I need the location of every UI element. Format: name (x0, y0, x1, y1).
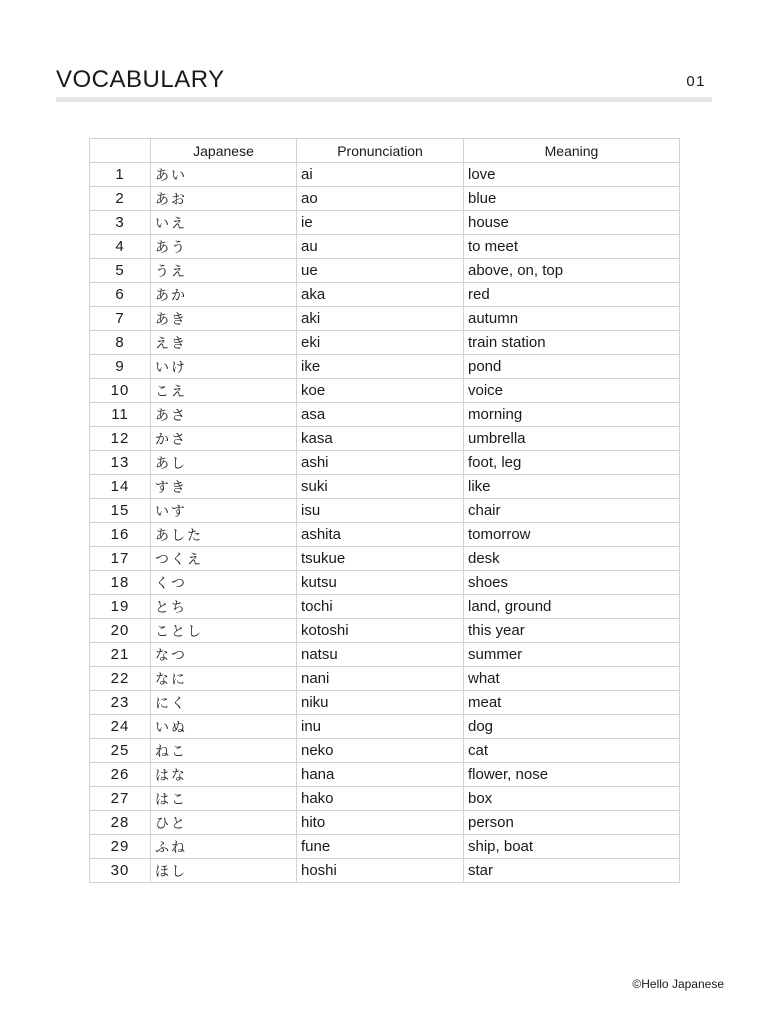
column-header-japanese: Japanese (151, 139, 297, 163)
row-number-cell: 30 (90, 859, 151, 883)
table-row (90, 715, 680, 739)
pronunciation-cell: ao (297, 187, 464, 211)
table-row (90, 427, 680, 451)
table-row (90, 643, 680, 667)
table-row (90, 211, 680, 235)
table-row (90, 187, 680, 211)
row-number-cell: 11 (90, 403, 151, 427)
row-number-cell: 13 (90, 451, 151, 475)
japanese-cell: いえ (151, 211, 297, 235)
vocabulary-table (89, 138, 680, 883)
row-number-cell: 4 (90, 235, 151, 259)
row-number-cell: 23 (90, 691, 151, 715)
japanese-cell: とち (151, 595, 297, 619)
pronunciation-cell: ike (297, 355, 464, 379)
meaning-cell: chair (464, 499, 680, 523)
table-row (90, 355, 680, 379)
column-header-number (90, 139, 151, 163)
meaning-cell: person (464, 811, 680, 835)
meaning-cell: summer (464, 643, 680, 667)
header-divider (56, 97, 712, 102)
japanese-cell: つくえ (151, 547, 297, 571)
japanese-cell: あした (151, 523, 297, 547)
japanese-cell: あい (151, 163, 297, 187)
pronunciation-cell: koe (297, 379, 464, 403)
row-number-cell: 8 (90, 331, 151, 355)
row-number-cell: 18 (90, 571, 151, 595)
row-number-cell: 24 (90, 715, 151, 739)
meaning-cell: star (464, 859, 680, 883)
pronunciation-cell: hoshi (297, 859, 464, 883)
table-header-row (90, 139, 680, 163)
japanese-cell: かさ (151, 427, 297, 451)
japanese-cell: ねこ (151, 739, 297, 763)
pronunciation-cell: niku (297, 691, 464, 715)
japanese-cell: あう (151, 235, 297, 259)
table-body (90, 163, 680, 883)
meaning-cell: dog (464, 715, 680, 739)
table-row (90, 331, 680, 355)
row-number-cell: 29 (90, 835, 151, 859)
meaning-cell: autumn (464, 307, 680, 331)
table-row (90, 619, 680, 643)
table-row (90, 787, 680, 811)
meaning-cell: train station (464, 331, 680, 355)
meaning-cell: red (464, 283, 680, 307)
japanese-cell: えき (151, 331, 297, 355)
row-number-cell: 16 (90, 523, 151, 547)
japanese-cell: ふね (151, 835, 297, 859)
meaning-cell: voice (464, 379, 680, 403)
meaning-cell: blue (464, 187, 680, 211)
column-header-meaning: Meaning (464, 139, 680, 163)
table-row (90, 859, 680, 883)
pronunciation-cell: nani (297, 667, 464, 691)
pronunciation-cell: kotoshi (297, 619, 464, 643)
meaning-cell: to meet (464, 235, 680, 259)
pronunciation-cell: neko (297, 739, 464, 763)
table-row (90, 523, 680, 547)
japanese-cell: あき (151, 307, 297, 331)
table-row (90, 691, 680, 715)
japanese-cell: にく (151, 691, 297, 715)
row-number-cell: 3 (90, 211, 151, 235)
japanese-cell: いす (151, 499, 297, 523)
table-row (90, 235, 680, 259)
japanese-cell: ほし (151, 859, 297, 883)
table-row (90, 595, 680, 619)
meaning-cell: tomorrow (464, 523, 680, 547)
meaning-cell: foot, leg (464, 451, 680, 475)
japanese-cell: いけ (151, 355, 297, 379)
japanese-cell: ひと (151, 811, 297, 835)
meaning-cell: love (464, 163, 680, 187)
pronunciation-cell: ashi (297, 451, 464, 475)
pronunciation-cell: ie (297, 211, 464, 235)
table-row (90, 259, 680, 283)
meaning-cell: like (464, 475, 680, 499)
table-row (90, 283, 680, 307)
pronunciation-cell: aki (297, 307, 464, 331)
meaning-cell: pond (464, 355, 680, 379)
meaning-cell: cat (464, 739, 680, 763)
footer-copyright: ©Hello Japanese (632, 977, 724, 991)
pronunciation-cell: ue (297, 259, 464, 283)
row-number-cell: 26 (90, 763, 151, 787)
meaning-cell: shoes (464, 571, 680, 595)
row-number-cell: 25 (90, 739, 151, 763)
meaning-cell: meat (464, 691, 680, 715)
meaning-cell: this year (464, 619, 680, 643)
pronunciation-cell: ashita (297, 523, 464, 547)
row-number-cell: 14 (90, 475, 151, 499)
meaning-cell: box (464, 787, 680, 811)
japanese-cell: あさ (151, 403, 297, 427)
japanese-cell: ことし (151, 619, 297, 643)
pronunciation-cell: kasa (297, 427, 464, 451)
meaning-cell: above, on, top (464, 259, 680, 283)
table-row (90, 379, 680, 403)
table-row (90, 763, 680, 787)
meaning-cell: house (464, 211, 680, 235)
pronunciation-cell: kutsu (297, 571, 464, 595)
pronunciation-cell: aka (297, 283, 464, 307)
pronunciation-cell: tochi (297, 595, 464, 619)
pronunciation-cell: eki (297, 331, 464, 355)
japanese-cell: あお (151, 187, 297, 211)
table-row (90, 403, 680, 427)
table-row (90, 571, 680, 595)
japanese-cell: なつ (151, 643, 297, 667)
japanese-cell: はこ (151, 787, 297, 811)
row-number-cell: 9 (90, 355, 151, 379)
japanese-cell: うえ (151, 259, 297, 283)
table-row (90, 667, 680, 691)
page-header (56, 64, 712, 100)
table-row (90, 499, 680, 523)
japanese-cell: くつ (151, 571, 297, 595)
row-number-cell: 6 (90, 283, 151, 307)
table-row (90, 475, 680, 499)
table-row (90, 739, 680, 763)
meaning-cell: desk (464, 547, 680, 571)
row-number-cell: 22 (90, 667, 151, 691)
row-number-cell: 10 (90, 379, 151, 403)
row-number-cell: 27 (90, 787, 151, 811)
meaning-cell: morning (464, 403, 680, 427)
pronunciation-cell: asa (297, 403, 464, 427)
japanese-cell: はな (151, 763, 297, 787)
table-row (90, 307, 680, 331)
meaning-cell: flower, nose (464, 763, 680, 787)
japanese-cell: すき (151, 475, 297, 499)
page-number: 01 (686, 73, 706, 90)
row-number-cell: 5 (90, 259, 151, 283)
meaning-cell: umbrella (464, 427, 680, 451)
pronunciation-cell: tsukue (297, 547, 464, 571)
row-number-cell: 1 (90, 163, 151, 187)
pronunciation-cell: hana (297, 763, 464, 787)
meaning-cell: land, ground (464, 595, 680, 619)
row-number-cell: 15 (90, 499, 151, 523)
japanese-cell: いぬ (151, 715, 297, 739)
pronunciation-cell: natsu (297, 643, 464, 667)
pronunciation-cell: ai (297, 163, 464, 187)
row-number-cell: 7 (90, 307, 151, 331)
table-row (90, 835, 680, 859)
pronunciation-cell: au (297, 235, 464, 259)
pronunciation-cell: fune (297, 835, 464, 859)
pronunciation-cell: isu (297, 499, 464, 523)
japanese-cell: なに (151, 667, 297, 691)
row-number-cell: 20 (90, 619, 151, 643)
row-number-cell: 12 (90, 427, 151, 451)
row-number-cell: 28 (90, 811, 151, 835)
pronunciation-cell: suki (297, 475, 464, 499)
table-row (90, 163, 680, 187)
column-header-pronunciation: Pronunciation (297, 139, 464, 163)
japanese-cell: こえ (151, 379, 297, 403)
row-number-cell: 2 (90, 187, 151, 211)
meaning-cell: what (464, 667, 680, 691)
japanese-cell: あし (151, 451, 297, 475)
table-row (90, 811, 680, 835)
japanese-cell: あか (151, 283, 297, 307)
pronunciation-cell: inu (297, 715, 464, 739)
page-title: VOCABULARY (56, 66, 225, 93)
row-number-cell: 17 (90, 547, 151, 571)
pronunciation-cell: hako (297, 787, 464, 811)
pronunciation-cell: hito (297, 811, 464, 835)
table-row (90, 451, 680, 475)
row-number-cell: 21 (90, 643, 151, 667)
table-row (90, 547, 680, 571)
row-number-cell: 19 (90, 595, 151, 619)
meaning-cell: ship, boat (464, 835, 680, 859)
